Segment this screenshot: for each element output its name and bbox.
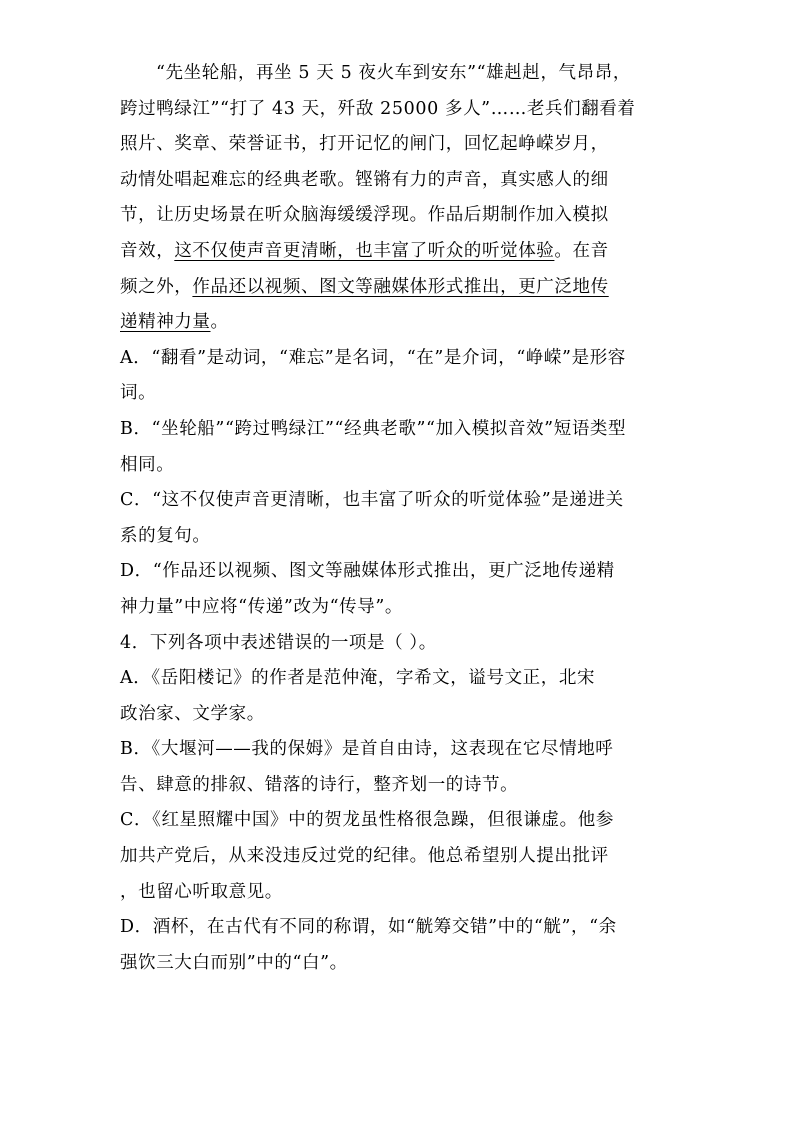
option-c: C．《红星照耀中国》中的贺龙虽性格很急躁，但很谦虚。他参 — [120, 810, 614, 831]
option-c-cont: 加共产党后，从来没违反过党的纪律。他总希望别人提出批评 — [120, 846, 609, 867]
option-c-cont: 系的复句。 — [120, 525, 211, 546]
passage-text: 。在音 — [554, 240, 609, 261]
option-a: A．《岳阳楼记》的作者是范仲淹，字希文，谥号文正，北宋 — [120, 668, 596, 689]
passage-line — [120, 234, 680, 270]
option-a-cont: 词。 — [120, 383, 157, 404]
passage-line — [120, 305, 680, 341]
document-page — [120, 56, 680, 981]
passage-text: 。 — [210, 312, 229, 333]
question-3-options — [120, 341, 680, 626]
passage-line: “先坐轮船，再坐 5 天 5 夜火车到安东”“雄赳赳，气昂昂， — [156, 63, 631, 83]
passage-text: 频之外， — [120, 276, 193, 297]
passage-text: 音效， — [120, 240, 175, 261]
passage-line: 照片、奖章、荣誉证书，打开记忆的闸门，回忆起峥嵘岁月， — [120, 134, 609, 155]
option-b-cont: 相同。 — [120, 454, 175, 475]
passage-line: 跨过鸭绿江”“打了 43 天，歼敌 25000 多人”……老兵们翻看着 — [120, 98, 636, 119]
option-b: B．《大堰河——我的保姆》是首自由诗，这表现在它尽情地呼 — [120, 739, 614, 760]
underlined-sentence: 这不仅使声音更清晰，也丰富了听众的听觉体验 — [174, 240, 555, 261]
option-a-cont: 政治家、文学家。 — [120, 703, 265, 724]
option-d-cont: 神力量”中应将“传递”改为“传导”。 — [120, 596, 404, 617]
option-b-cont: 告、肆意的排叙、错落的诗行，整齐划一的诗节。 — [120, 774, 519, 795]
option-d-cont: 强饮三大白而别”中的“白”。 — [120, 952, 348, 973]
question-4 — [120, 626, 680, 982]
option-a: A．“翻看”是动词，“难忘”是名词，“在”是介词，“峥嵘”是形容 — [120, 347, 626, 368]
option-d: D．酒杯，在古代有不同的称谓，如“觥筹交错”中的“觥”，“余 — [120, 917, 617, 938]
option-c-cont: ，也留心听取意见。 — [120, 881, 283, 902]
underlined-sentence: 作品还以视频、图文等融媒体形式推出，更广泛地传 — [192, 276, 609, 297]
underlined-sentence: 递精神力量 — [120, 312, 211, 333]
passage-line: 节，让历史场景在听众脑海缓缓浮现。作品后期制作加入模拟 — [120, 205, 609, 226]
option-c: C．“这不仅使声音更清晰，也丰富了听众的听觉体验”是递进关 — [120, 490, 624, 511]
option-b: B．“坐轮船”“跨过鸭绿江”“经典老歌”“加入模拟音效”短语类型 — [120, 418, 627, 439]
question-stem: 4．下列各项中表述错误的一项是（ ）。 — [120, 632, 437, 653]
option-d: D．“作品还以视频、图文等融媒体形式推出，更广泛地传递精 — [120, 561, 615, 582]
passage-line: 动情处唱起难忘的经典老歌。铿锵有力的声音，真实感人的细 — [120, 169, 609, 190]
reading-passage — [120, 56, 680, 341]
passage-line — [120, 270, 680, 306]
